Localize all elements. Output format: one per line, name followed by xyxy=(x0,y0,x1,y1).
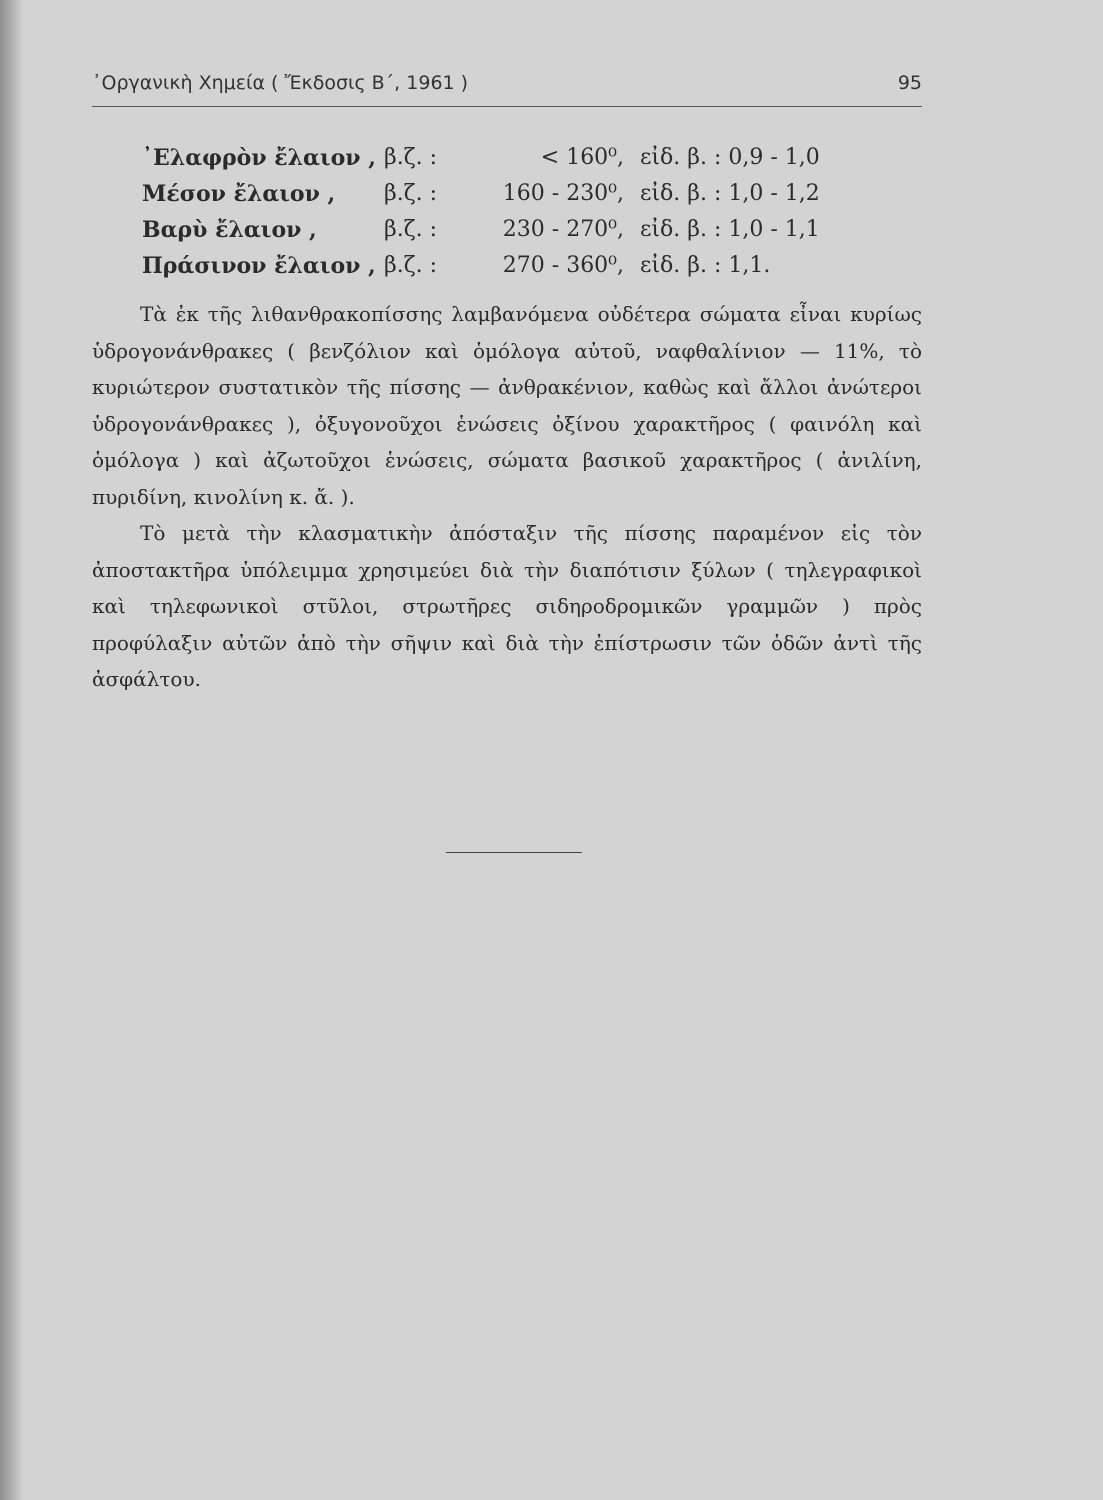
specific-gravity: εἰδ. β. : 0,9 - 1,0 xyxy=(640,145,820,170)
oil-row-heavy xyxy=(142,212,882,248)
specific-gravity: εἰδ. β. : 1,0 - 1,2 xyxy=(640,181,820,206)
body-text xyxy=(92,296,922,698)
oil-name: ᾿Ελαφρὸν ἔλαιον , xyxy=(142,145,376,171)
boiling-range: 160 - 230⁰, xyxy=(502,181,624,206)
specific-gravity: εἰδ. β. : 1,1. xyxy=(640,253,771,278)
oil-name: Μέσον ἔλαιον , xyxy=(142,181,336,207)
boiling-label: β.ζ. : xyxy=(384,217,438,242)
specific-gravity: εἰδ. β. : 1,0 - 1,1 xyxy=(640,217,820,242)
boiling-range: < 160⁰, xyxy=(540,145,624,170)
oil-row-light xyxy=(142,140,882,176)
oil-fractions-list xyxy=(142,140,882,284)
boiling-range: 230 - 270⁰, xyxy=(502,217,624,242)
header-title: ᾿Οργανικὴ Χημεία ( Ἔκδοσις Β΄, 1961 ) xyxy=(92,72,469,94)
paragraph-neutral-compounds: Τὰ ἐκ τῆς λιθανθρακοπίσσης λαμβανόμενα οὐδέτερα σώματα εἶναι κυρίως ὑδρογονάνθρακες ( βενζόλιον καὶ ὁμόλογα αὐτοῦ, ναφθαλίνιον — 11%, τὸ κυριώτερον συστατικὸν τῆς πίσσης — ἀνθρακένιον, καθὼς καὶ ἄλλοι ἀνώτεροι ὑδρογονάνθρακες ), ὀξυγονοῦχοι ἑνώσεις ὀξίνου χαρακτῆρος ( φαινόλη καὶ ὁμόλογα ) καὶ ἀζωτοῦχοι ἑνώσεις, σώματα βασικοῦ χαρακτῆρος ( ἀνιλίνη, πυριδίνη, κινολίνη κ. ἄ. ). xyxy=(92,302,922,509)
paragraph-pitch-residue: Τὸ μετὰ τὴν κλασματικὴν ἀπόσταξιν τῆς πίσσης παραμένον εἰς τὸν ἀποστακτῆρα ὑπόλειμμα χρησιμεύει διὰ τὴν διαπότισιν ξύλων ( τηλεγραφικοὶ καὶ τηλεφωνικοὶ στῦλοι, στρωτῆρες σιδηροδρομικῶν γραμμῶν ) πρὸς προφύλαξιν αὐτῶν ἀπὸ τὴν σῆψιν καὶ διὰ τὴν ἐπίστρωσιν τῶν ὁδῶν ἀντὶ τῆς ἀσφάλτου. xyxy=(92,521,922,691)
end-rule xyxy=(446,852,582,853)
oil-name: Πράσινον ἔλαιον , xyxy=(142,253,376,279)
oil-row-medium xyxy=(142,176,882,212)
boiling-label: β.ζ. : xyxy=(384,253,438,278)
page-number: 95 xyxy=(897,72,922,94)
boiling-label: β.ζ. : xyxy=(384,181,438,206)
page-left-edge xyxy=(0,0,22,1500)
boiling-range: 270 - 360⁰, xyxy=(502,253,624,278)
oil-name: Βαρὺ ἔλαιον , xyxy=(142,217,317,243)
running-header xyxy=(92,68,922,107)
oil-row-green xyxy=(142,248,882,284)
boiling-label: β.ζ. : xyxy=(384,145,438,170)
